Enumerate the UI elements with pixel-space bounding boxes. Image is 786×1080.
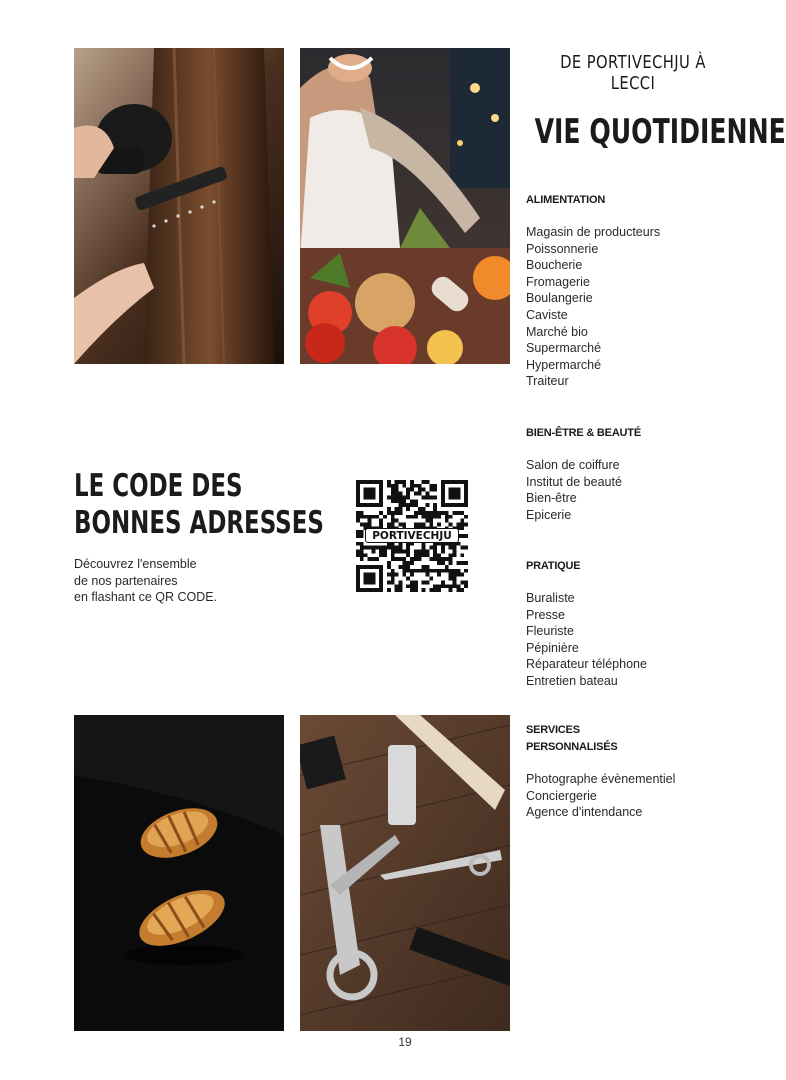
code-description: Découvrez l'ensemble de nos partenaires en flashant ce QR CODE.	[74, 557, 218, 604]
list-item: Poissonnerie	[526, 241, 599, 256]
section-list-services	[526, 771, 675, 821]
list-item: Salon de coiffure	[526, 458, 620, 472]
code-title	[74, 468, 324, 542]
list-item: Hypermarché	[526, 357, 602, 372]
section-heading-bien-etre: BIEN-ÊTRE & BEAUTÉ	[526, 427, 641, 439]
page-title: VIE QUOTIDIENNE	[534, 112, 786, 152]
list-item: Fleuriste	[526, 624, 574, 639]
list-item: Conciergerie	[526, 788, 597, 803]
page-kicker: DE PORTIVECHJU À LECCI	[560, 52, 706, 94]
section-heading-pratique: PRATIQUE	[526, 560, 581, 572]
list-item: Fromagerie	[526, 274, 590, 289]
list-item: Entretien bateau	[526, 673, 618, 688]
section-heading-line: SERVICES	[526, 724, 580, 736]
list-item: Pépinière	[526, 640, 579, 655]
list-item: Buraliste	[526, 591, 575, 605]
list-item: Epicerie	[526, 507, 572, 522]
section-heading-services	[526, 722, 618, 756]
barber-tools-photo	[300, 715, 510, 1031]
list-item: Réparateur téléphone	[526, 657, 647, 672]
list-item: Boulangerie	[526, 291, 593, 306]
section-heading-line: PERSONNALISÉS	[526, 741, 618, 753]
code-title-line: BONNES ADRESSES	[74, 505, 324, 541]
list-item: Marché bio	[526, 324, 588, 339]
section-heading-alimentation: ALIMENTATION	[526, 194, 606, 206]
hair-styling-photo	[74, 48, 284, 364]
section-list-bien-etre	[526, 457, 622, 523]
section-list-alimentation	[526, 224, 660, 390]
section-list-pratique	[526, 590, 647, 690]
list-item: Presse	[526, 607, 565, 622]
qr-label: PORTIVECHJU	[365, 528, 459, 543]
list-item: Magasin de producteurs	[526, 225, 661, 239]
list-item: Boucherie	[526, 258, 583, 273]
list-item: Caviste	[526, 307, 568, 322]
list-item: Bien-être	[526, 491, 577, 506]
list-item: Traiteur	[526, 374, 569, 389]
list-item: Photographe évènementiel	[526, 772, 676, 786]
list-item: Supermarché	[526, 341, 602, 356]
page-number: 19	[398, 1035, 412, 1049]
list-item: Institut de beauté	[526, 474, 622, 489]
code-title-line: LE CODE DES	[74, 468, 243, 504]
croissants-photo	[74, 715, 284, 1031]
list-item: Agence d'intendance	[526, 805, 643, 820]
grocery-cart-photo	[300, 48, 510, 364]
